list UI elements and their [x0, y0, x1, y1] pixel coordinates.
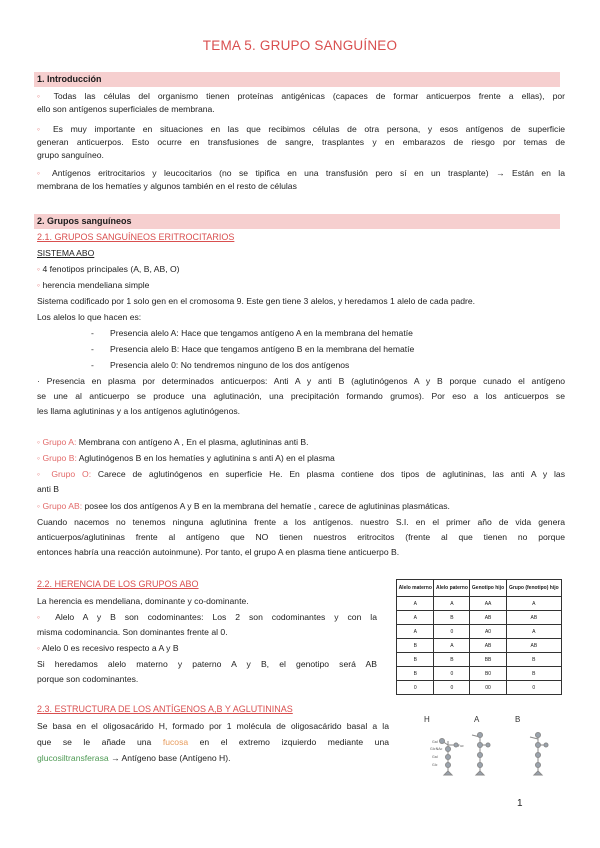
alelo-b-item: Presencia alelo B: Hace que tengamos antígeno B en la membrana del hematíe — [110, 344, 415, 354]
abo-paragraph-2: Los alelos lo que hacen es: — [37, 312, 142, 322]
table-cell: A — [397, 611, 434, 625]
table-cell: B0 — [470, 667, 506, 681]
table-cell: A — [506, 625, 561, 639]
table-row — [397, 653, 562, 667]
plasma-line-1: · Presencia en plasma por determinados anticuerpos: Anti A y anti B (aglutinógenos A y B porque cunado el antígeno — [37, 376, 565, 386]
table-cell: B — [397, 639, 434, 653]
intro-line-5: grupo sanguíneo. — [37, 150, 104, 160]
nacemos-line-3: entonces habría una reacción autoinmune). Por tanto, el grupo A en plasma tiene anticuerpo B. — [37, 547, 400, 557]
table-cell: AB — [470, 639, 506, 653]
estructura-line-3: glucosiltransferasa → Antígeno base (Antígeno H). — [37, 753, 231, 763]
herencia-line-6: porque son codominantes. — [37, 674, 139, 684]
diagram-annot: Gal — [432, 740, 438, 744]
diagram-label-h: H — [424, 715, 430, 724]
dash-3: - — [91, 360, 94, 370]
table-cell: A — [397, 625, 434, 639]
plasma-line-3: les llama aglutininas y a los antígenos aglutinógenos. — [37, 406, 241, 416]
table-row — [397, 639, 562, 653]
alelo-0-item: Presencia alelo 0: No tendremos ninguno de los dos antígenos — [110, 360, 350, 370]
diagram-svg — [420, 715, 570, 777]
table-header: Alelo materno — [397, 580, 434, 597]
table-header: Grupo (fenotipo) hijo — [506, 580, 561, 597]
table-row — [397, 681, 562, 695]
page-number: 1 — [517, 798, 523, 809]
b-antigen-structure — [530, 733, 548, 776]
table-cell: B — [397, 667, 434, 681]
table-header: Alelo paterno — [434, 580, 470, 597]
herencia-line-3: misma codominancia. Son dominantes frente al 0. — [37, 627, 228, 637]
table-cell: AB — [470, 611, 506, 625]
oligosaccharide-diagram — [420, 715, 570, 777]
table-header: Genotipo hijo — [470, 580, 506, 597]
grupo-b-line: ◦ Grupo B: Aglutinógenos B en los hematíes y aglutinina s anti A) en el plasma — [37, 453, 335, 463]
table-cell: B — [434, 653, 470, 667]
a-antigen-structure — [472, 733, 490, 776]
intro-line-4: generan anticuerpos. Esto ocurre en transfusiones de sangre, trasplantes y en embarazos de riesgo por temas de — [37, 137, 565, 147]
table-cell: A — [506, 597, 561, 611]
sistema-abo-heading: SISTEMA ABO — [37, 248, 95, 258]
table-row — [397, 625, 562, 639]
grupo-ab-line: ◦ Grupo AB: posee los dos antígenos A y B en la membrana del hematíe , carece de aglutininas plasmáticas. — [37, 501, 450, 511]
table-cell: AB — [506, 611, 561, 625]
herencia-line-1: La herencia es mendeliana, dominante y co-dominante. — [37, 596, 249, 606]
plasma-line-2: se une al anticuerpo se produce una aglutinación, una precipitación formando grumos). Por eso a los anticuerpos se — [37, 391, 565, 401]
nacemos-line-1: Cuando nacemos no tenemos ninguna aglutinina frente a los antígenos. nuestro S.I. en el primer año de vida genera — [37, 517, 565, 527]
intro-line-1: ◦ Todas las células del organismo tienen proteínas antigénicas (capaces de formar anticuerpos frente a ellas), por — [37, 91, 565, 101]
dash-2: - — [91, 344, 94, 354]
table-cell: A — [434, 597, 470, 611]
estructura-line-2: que se le añade una fucosa en el extremo izquierdo mediante una — [37, 737, 389, 747]
abo-bullet-1: ◦ 4 fenotipos principales (A, B, AB, O) — [37, 264, 180, 274]
diagram-annot: Fuc — [458, 744, 464, 748]
table-cell: 00 — [470, 681, 506, 695]
herencia-line-2: ◦ Alelo A y B son codominantes: Los 2 son codominantes y con la — [37, 612, 377, 622]
diagram-label-b: B — [515, 715, 521, 724]
subsection-eritrocitarios: 2.1. GRUPOS SANGUÍNEOS ERITROCITARIOS — [37, 232, 235, 242]
intro-line-6: ◦ Antígenos eritrocitarios y leucocitarios (no se tipifica en una transfusión pero sí en un trasplante) → Están en la — [37, 168, 565, 178]
table-header-row — [397, 580, 562, 597]
table-cell: B — [434, 611, 470, 625]
table-cell: BB — [470, 653, 506, 667]
diagram-annot: GlcNAc — [430, 747, 443, 751]
table-cell: B — [506, 653, 561, 667]
herencia-line-4: ◦ Alelo 0 es recesivo respecto a A y B — [37, 643, 179, 653]
table-cell: 0 — [434, 681, 470, 695]
diagram-label-a: A — [474, 715, 480, 724]
grupo-o-line-1: ◦ Grupo O: Carece de aglutinógenos en superficie He. En plasma contiene dos tipos de aglutininas, las anti A y las — [37, 469, 565, 479]
herencia-table — [396, 579, 562, 695]
page-title: TEMA 5. GRUPO SANGUÍNEO — [202, 38, 398, 53]
table-cell: AB — [506, 639, 561, 653]
section-heading-grupos: 2. Grupos sanguíneos — [34, 214, 560, 229]
table-cell: 0 — [506, 681, 561, 695]
alelo-a-item: Presencia alelo A: Hace que tengamos antígeno A en la membrana del hematíe — [110, 328, 413, 338]
abo-bullet-2: ◦ herencia mendeliana simple — [37, 280, 150, 290]
table-cell: AA — [470, 597, 506, 611]
table-cell: B — [397, 653, 434, 667]
intro-line-2: ello son antígenos superficiales de membrana. — [37, 104, 215, 114]
intro-line-7: membrana de los hematíes y algunos también en el resto de células — [37, 181, 297, 191]
table-row — [397, 597, 562, 611]
herencia-line-5: Si heredamos alelo materno y paterno A y B, el genotipo será AB — [37, 659, 377, 669]
table-cell: 0 — [397, 681, 434, 695]
intro-line-3: ◦ Es muy importante en situaciones en las que recibimos células de otra persona, y esos antígenos de superficie — [37, 124, 566, 134]
table-cell: A — [397, 597, 434, 611]
table-cell: 0 — [434, 625, 470, 639]
estructura-line-1: Se basa en el oligosacárido H, formado por 1 molécula de oligosacárido basal a la — [37, 721, 389, 731]
subsection-estructura: 2.3. ESTRUCTURA DE LOS ANTÍGENOS A,B Y AGLUTININAS — [37, 704, 293, 714]
table-cell: 0 — [434, 667, 470, 681]
grupo-o-line-2: anti B — [37, 484, 59, 494]
table-row — [397, 611, 562, 625]
table-cell: A0 — [470, 625, 506, 639]
table-cell: A — [434, 639, 470, 653]
dash-1: - — [91, 328, 94, 338]
grupo-a-line: ◦ Grupo A: Membrana con antígeno A , En el plasma, aglutininas anti B. — [37, 437, 309, 447]
diagram-annot: Gal — [432, 755, 438, 759]
subsection-herencia: 2.2. HERENCIA DE LOS GRUPOS ABO — [37, 579, 199, 589]
table-cell: B — [506, 667, 561, 681]
nacemos-line-2: anticuerpos/aglutininas frente al antígeno que NO tienen nuestros eritrocitos (frente al que tienen no porque — [37, 532, 565, 542]
abo-paragraph-1: Sistema codificado por 1 solo gen en el cromosoma 9. Este gen tiene 3 alelos, y heredamos 1 alelo de cada padre. — [37, 296, 476, 306]
h-antigen-structure — [440, 739, 459, 776]
diagram-annot: Glc — [432, 763, 438, 767]
table-row — [397, 667, 562, 681]
section-heading-introduccion: 1. Introducción — [34, 72, 560, 87]
